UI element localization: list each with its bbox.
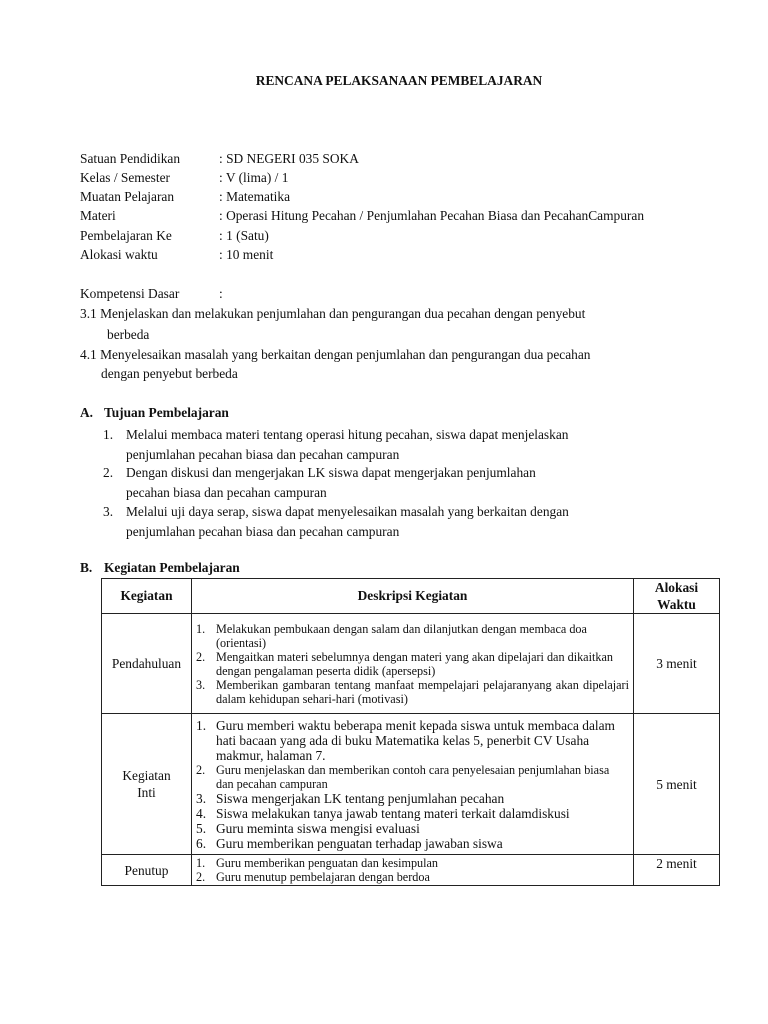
header-kegiatan: Kegiatan — [102, 579, 192, 614]
row-kegiatan — [102, 714, 192, 855]
row-kegiatan: Pendahuluan — [102, 614, 192, 714]
table-row — [102, 614, 720, 714]
list-item-number: 1. — [196, 856, 206, 870]
list-item-text: Siswa mengerjakan LK tentang penjumlahan pecahan — [216, 790, 505, 806]
identity-value: : 10 menit — [219, 247, 274, 262]
list-item-text: Guru memberi waktu beberapa menit kepada siswa untuk membaca dalam hati bacaan yang ada di buku Matematika kelas 5, penerbit CV Usaha makmur, halaman 7. — [216, 717, 615, 763]
kompetensi-colon: : — [219, 286, 223, 301]
identity-value: : SD NEGERI 035 SOKA — [219, 151, 359, 166]
objective-text: Dengan diskusi dan mengerjakan LK siswa dapat mengerjakan penjumlahan — [126, 465, 536, 480]
objective-text: Melalui uji daya serap, siswa dapat menyelesaikan masalah yang berkaitan dengan — [126, 504, 569, 519]
list-item-text: Memberikan gambaran tentang manfaat mempelajari pelajaranyang akan dipelajari dalam kehidupan sehari-hari (motivasi) — [216, 677, 629, 706]
list-item — [196, 678, 629, 706]
list-item-text: Mengaitkan materi sebelumnya dengan materi yang akan dipelajari dan dikaitkan dengan pengalaman peserta didik (apersepsi) — [216, 649, 613, 678]
kd-item-continued: dengan penyebut berbeda — [101, 366, 238, 381]
list-item-text: Guru menutup pembelajaran dengan berdoa — [216, 870, 430, 884]
objective-number: 1. — [103, 427, 114, 442]
objective-text-continued: pecahan biasa dan pecahan campuran — [126, 484, 327, 500]
list-item — [196, 763, 629, 791]
table-header-row — [102, 579, 720, 614]
list-item-number: 1. — [196, 621, 206, 636]
list-item-number: 3. — [196, 790, 207, 806]
row-kegiatan: Penutup — [102, 855, 192, 886]
section-letter: B. — [80, 560, 93, 575]
row-waktu: 2 menit — [634, 855, 720, 886]
identity-label: Muatan Pelajaran — [80, 189, 175, 204]
list-item-number: 1. — [196, 717, 207, 733]
row-waktu: 5 menit — [634, 714, 720, 855]
identity-label: Alokasi waktu — [80, 247, 158, 262]
table-row — [102, 714, 720, 855]
list-item-text: Guru memberikan penguatan terhadap jawaban siswa — [216, 835, 503, 851]
list-item — [196, 622, 629, 650]
objective-text-continued: penjumlahan pecahan biasa dan pecahan campuran — [126, 446, 400, 462]
list-item — [196, 821, 629, 836]
objective-text: Melalui membaca materi tentang operasi hitung pecahan, siswa dapat menjelaskan — [126, 427, 569, 442]
list-item — [196, 806, 629, 821]
header-alokasi-line1: Alokasi — [654, 580, 699, 595]
section-heading-tujuan — [80, 405, 229, 421]
section-letter: A. — [80, 405, 94, 420]
list-item — [196, 870, 629, 884]
list-item-number: 2. — [196, 870, 206, 884]
identity-value: : Matematika — [219, 189, 291, 204]
list-item — [196, 650, 629, 678]
objective-text-continued: penjumlahan pecahan biasa dan pecahan campuran — [126, 523, 400, 539]
kd-item-continued: berbeda — [107, 327, 150, 342]
list-item — [196, 718, 629, 763]
identity-label: Satuan Pendidikan — [80, 151, 181, 166]
list-item-number: 4. — [196, 805, 207, 821]
section-title: Tujuan Pembelajaran — [104, 405, 229, 420]
header-alokasi-line2: Waktu — [657, 597, 696, 612]
kd-item: 4.1 Menyelesaikan masalah yang berkaitan dengan penjumlahan dan pengurangan dua pecahan — [80, 347, 591, 362]
list-item-text: Siswa melakukan tanya jawab tentang materi terkait dalamdiskusi — [216, 805, 570, 821]
identity-value: : V (lima) / 1 — [219, 170, 289, 185]
identity-value: : 1 (Satu) — [219, 228, 269, 243]
list-item-text: Guru meminta siswa mengisi evaluasi — [216, 820, 420, 836]
list-item-number: 5. — [196, 820, 207, 836]
identity-label: Pembelajaran Ke — [80, 228, 172, 243]
row-deskripsi — [192, 855, 634, 886]
list-item — [196, 791, 629, 806]
section-title: Kegiatan Pembelajaran — [104, 560, 240, 575]
kd-item: 3.1 Menjelaskan dan melakukan penjumlahan dan pengurangan dua pecahan dengan penyebut — [80, 306, 586, 321]
list-item-number: 2. — [196, 649, 206, 664]
header-alokasi — [634, 579, 720, 614]
activities-table — [101, 578, 720, 886]
row-kegiatan-line2: Inti — [137, 785, 156, 800]
identity-label: Materi — [80, 208, 116, 223]
row-kegiatan-line1: Kegiatan — [122, 768, 171, 783]
header-deskripsi: Deskripsi Kegiatan — [192, 579, 634, 614]
objective-number: 2. — [103, 465, 114, 480]
kompetensi-label: Kompetensi Dasar — [80, 286, 180, 301]
row-deskripsi — [192, 614, 634, 714]
list-item-text: Guru memberikan penguatan dan kesimpulan — [216, 856, 439, 870]
list-item-text: Guru menjelaskan dan memberikan contoh cara penyelesaian penjumlahan biasa dan pecahan campuran — [216, 762, 610, 791]
row-deskripsi — [192, 714, 634, 855]
list-item-number: 3. — [196, 677, 206, 692]
row-waktu: 3 menit — [634, 614, 720, 714]
list-item-text: Melakukan pembukaan dengan salam dan dilanjutkan dengan membaca doa (orientasi) — [216, 621, 587, 650]
list-item-number: 6. — [196, 835, 207, 851]
list-item — [196, 856, 629, 870]
section-heading-kegiatan — [80, 560, 240, 576]
document-title: RENCANA PELAKSANAAN PEMBELAJARAN — [255, 73, 543, 88]
identity-label: Kelas / Semester — [80, 170, 170, 185]
list-item — [196, 836, 629, 851]
identity-value: : Operasi Hitung Pecahan / Penjumlahan Pecahan Biasa dan PecahanCampuran — [219, 208, 645, 223]
table-row — [102, 855, 720, 886]
objective-number: 3. — [103, 504, 114, 519]
list-item-number: 2. — [196, 762, 206, 777]
